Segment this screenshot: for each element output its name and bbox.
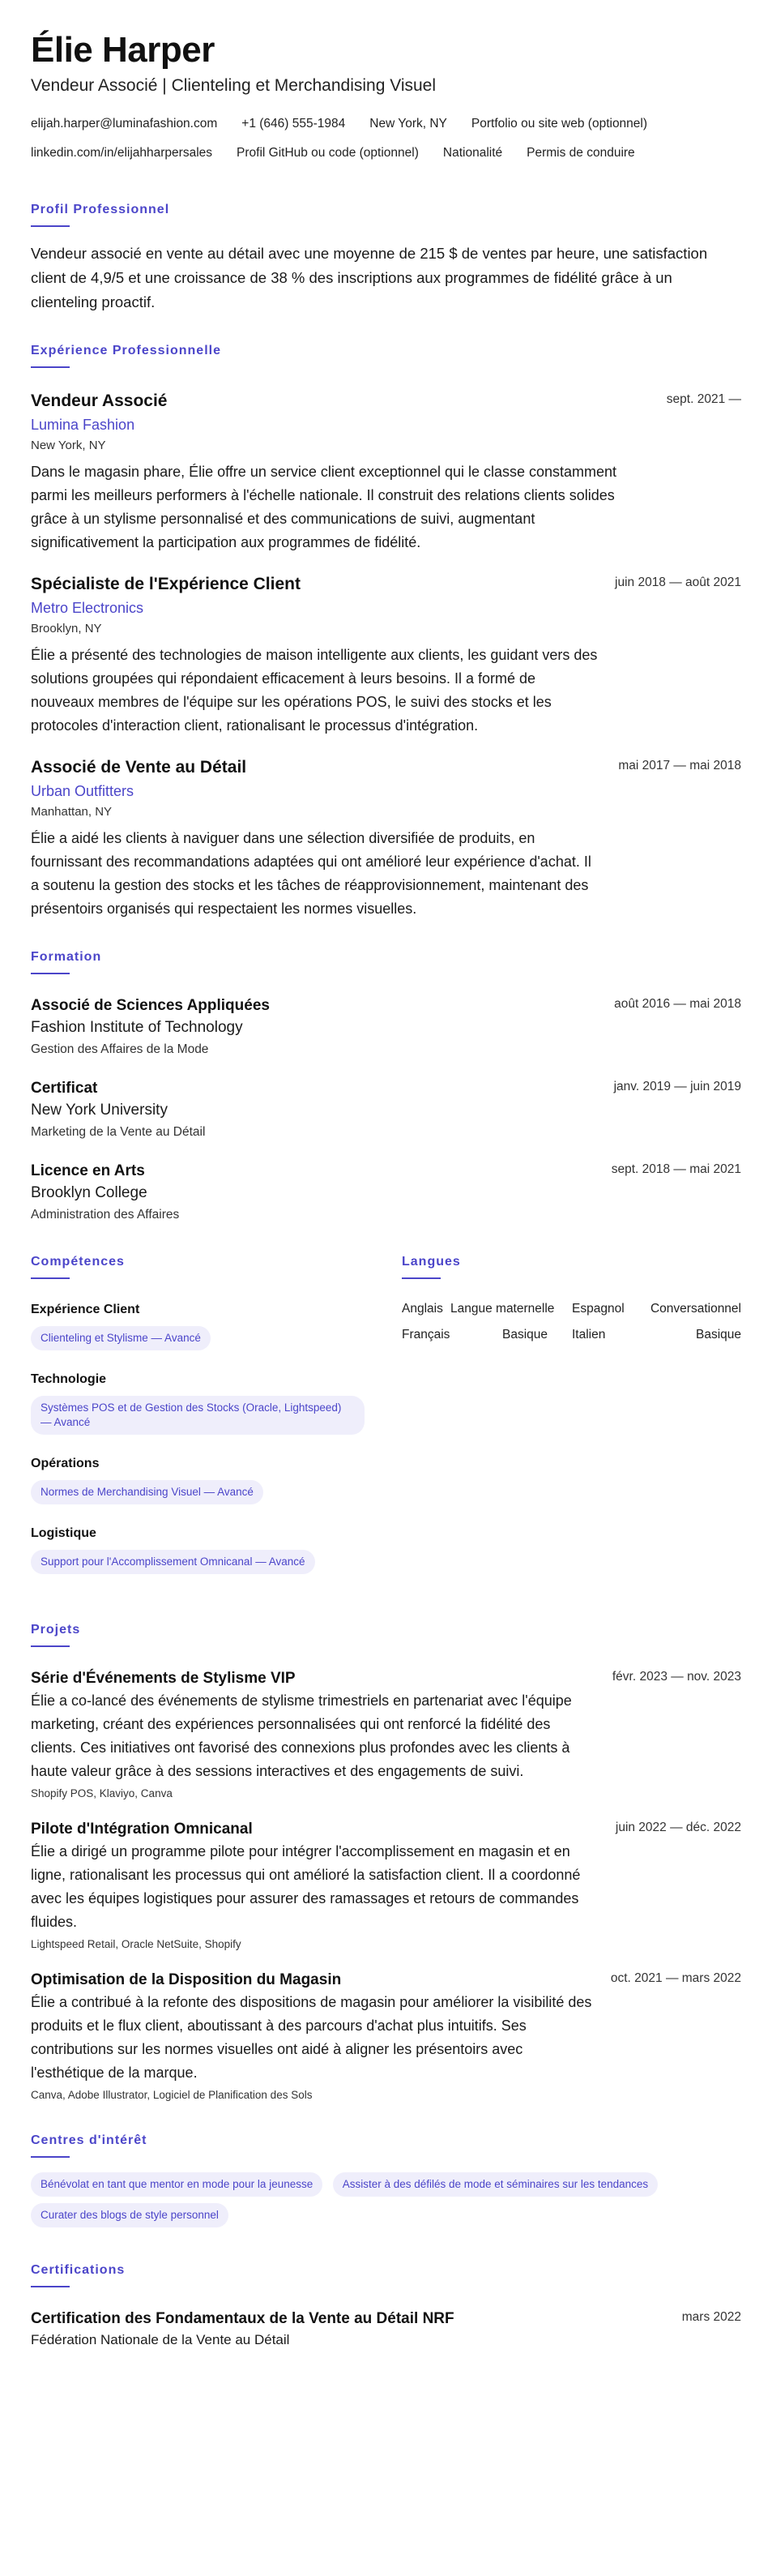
employer: Urban Outfitters bbox=[31, 783, 134, 799]
language-level: Basique bbox=[695, 1328, 741, 1341]
experience-entry bbox=[31, 755, 741, 921]
language-name: Italien bbox=[572, 1328, 606, 1341]
project-tools: Canva, Adobe Illustrator, Logiciel de Planification des Sols bbox=[31, 2089, 313, 2101]
job-location: New York, NY bbox=[31, 439, 106, 452]
skill-tag: Clienteling et Stylisme — Avancé bbox=[31, 1326, 211, 1350]
section-title: Formation bbox=[31, 950, 102, 964]
contact-github[interactable]: Profil GitHub ou code (optionnel) bbox=[237, 146, 419, 160]
job-date: mai 2017 — mai 2018 bbox=[618, 759, 741, 772]
skill-group bbox=[31, 1370, 371, 1441]
experience-entry bbox=[31, 572, 741, 738]
job-title: Spécialiste de l'Expérience Client bbox=[31, 575, 301, 593]
section-title: Langues bbox=[402, 1255, 461, 1269]
contact-portfolio[interactable]: Portfolio ou site web (optionnel) bbox=[471, 117, 648, 131]
education-section bbox=[31, 948, 741, 1226]
employer: Lumina Fashion bbox=[31, 417, 135, 433]
contact-location: New York, NY bbox=[369, 117, 447, 131]
employer: Metro Electronics bbox=[31, 600, 144, 616]
job-location: Manhattan, NY bbox=[31, 805, 113, 819]
experience-entry bbox=[31, 389, 741, 554]
skill-group bbox=[31, 1300, 371, 1357]
language-name: Espagnol bbox=[572, 1302, 625, 1316]
school-name: Fashion Institute of Technology bbox=[31, 1019, 243, 1036]
section-title: Projets bbox=[31, 1623, 81, 1637]
candidate-name: Élie Harper bbox=[31, 30, 215, 70]
education-date: sept. 2018 — mai 2021 bbox=[611, 1162, 741, 1176]
skill-tag: Systèmes POS et de Gestion des Stocks (Oracle, Lightspeed) — Avancé bbox=[31, 1396, 365, 1435]
language-level: Conversationnel bbox=[650, 1302, 741, 1316]
education-date: août 2016 — mai 2018 bbox=[614, 997, 741, 1011]
section-divider bbox=[31, 1277, 70, 1279]
education-entry bbox=[31, 995, 741, 1060]
education-entry bbox=[31, 1078, 741, 1143]
language-level: Langue maternelle bbox=[450, 1302, 555, 1316]
section-title: Certifications bbox=[31, 2263, 126, 2277]
certification-title: Certification des Fondamentaux de la Vente au Détail NRF bbox=[31, 2310, 454, 2327]
interest-tag: Assister à des défilés de mode et séminaires sur les tendances bbox=[333, 2172, 658, 2197]
experience-section bbox=[31, 342, 741, 921]
contact-phone[interactable]: +1 (646) 555-1984 bbox=[241, 117, 346, 131]
job-title: Associé de Vente au Détail bbox=[31, 758, 247, 777]
skills-section bbox=[31, 1253, 371, 1594]
projects-section bbox=[31, 1621, 741, 2104]
degree-title: Certificat bbox=[31, 1080, 98, 1097]
job-location: Brooklyn, NY bbox=[31, 622, 102, 635]
skill-category: Technologie bbox=[31, 1372, 107, 1386]
candidate-subtitle: Vendeur Associé | Clienteling et Merchandising Visuel bbox=[31, 76, 437, 95]
skill-group bbox=[31, 1454, 371, 1511]
project-title: Pilote d'Intégration Omnicanal bbox=[31, 1821, 253, 1838]
contact-email[interactable]: elijah.harper@luminafashion.com bbox=[31, 117, 218, 131]
field-of-study: Gestion des Affaires de la Mode bbox=[31, 1042, 209, 1056]
project-date: oct. 2021 — mars 2022 bbox=[610, 1971, 741, 1985]
certification-issuer: Fédération Nationale de la Vente au Détail bbox=[31, 2332, 290, 2347]
project-entry bbox=[31, 1668, 741, 1803]
project-entry bbox=[31, 1819, 741, 1953]
job-description: Dans le magasin phare, Élie offre un service client exceptionnel qui le classe constamment parmi les meilleurs performers à l'échelle nationale. Il construit des relations clients solides grâce à un stylisme personnalisé et des communications de suivi, augmentant significativement la participation aux programmes de fidélité. bbox=[31, 464, 617, 550]
field-of-study: Administration des Affaires bbox=[31, 1208, 180, 1222]
contact-nationality: Nationalité bbox=[442, 146, 503, 160]
skill-tag: Normes de Merchandising Visuel — Avancé bbox=[31, 1480, 263, 1504]
project-entry bbox=[31, 1970, 741, 2104]
languages-grid bbox=[402, 1300, 741, 1344]
job-date: juin 2018 — août 2021 bbox=[615, 576, 741, 589]
contact-linkedin[interactable]: linkedin.com/in/elijahharpersales bbox=[31, 146, 213, 160]
language-name: Anglais bbox=[402, 1302, 443, 1316]
section-divider bbox=[31, 366, 70, 368]
language-level: Basique bbox=[501, 1328, 548, 1341]
school-name: Brooklyn College bbox=[31, 1184, 147, 1201]
skill-category: Logistique bbox=[31, 1526, 96, 1540]
education-date: janv. 2019 — juin 2019 bbox=[613, 1080, 741, 1093]
project-date: févr. 2023 — nov. 2023 bbox=[612, 1670, 741, 1684]
interest-tag: Bénévolat en tant que mentor en mode pour la jeunesse bbox=[31, 2172, 322, 2197]
project-title: Optimisation de la Disposition du Magasin bbox=[31, 1971, 342, 1988]
section-divider bbox=[31, 973, 70, 974]
certification-date: mars 2022 bbox=[681, 2310, 741, 2324]
job-description: Élie a présenté des technologies de maison intelligente aux clients, les guidant vers des solutions groupées qui répondaient efficacement à leurs besoins. Il a formé de nouveaux membres de l'équipe sur les opérations POS, le suivi des stocks et les protocoles d'interaction client, rationalisant le processus d'intégration. bbox=[31, 647, 598, 734]
education-entry bbox=[31, 1161, 741, 1226]
section-title: Compétences bbox=[31, 1255, 125, 1269]
interests-list bbox=[31, 2172, 741, 2234]
project-description: Élie a dirigé un programme pilote pour intégrer l'accomplissement en magasin et en ligne, rationalisant les processus qui ont amélioré la satisfaction client. Il a coordonné avec les équipes logistiques pour assurer des ramassages et retours de commandes fluides. bbox=[31, 1843, 581, 1930]
section-divider bbox=[31, 1645, 70, 1647]
degree-title: Associé de Sciences Appliquées bbox=[31, 997, 270, 1014]
skill-category: Expérience Client bbox=[31, 1303, 140, 1316]
interests-section bbox=[31, 2132, 741, 2234]
section-title: Centres d'intérêt bbox=[31, 2133, 147, 2147]
interest-tag: Curater des blogs de style personnel bbox=[31, 2203, 228, 2227]
section-divider bbox=[31, 2286, 70, 2287]
profile-section bbox=[31, 201, 741, 315]
language-name: Français bbox=[402, 1328, 450, 1341]
section-divider bbox=[402, 1277, 441, 1279]
job-title: Vendeur Associé bbox=[31, 392, 168, 410]
skill-group bbox=[31, 1524, 371, 1581]
section-title: Profil Professionnel bbox=[31, 203, 170, 216]
certifications-section bbox=[31, 2261, 741, 2351]
project-description: Élie a co-lancé des événements de stylisme trimestriels en partenariat avec l'équipe marketing, créant des expériences personnalisées qui ont renforcé la fidélité des clients. Ces initiatives ont favorisé des connexions plus profondes avec les clients à haute valeur grâce à des sessions interactives et des engagements de suivi. bbox=[31, 1692, 572, 1779]
certification-entry bbox=[31, 2309, 741, 2351]
skill-tag: Support pour l'Accomplissement Omnicanal — Avancé bbox=[31, 1550, 315, 1574]
project-tools: Lightspeed Retail, Oracle NetSuite, Shopify bbox=[31, 1938, 241, 1950]
field-of-study: Marketing de la Vente au Détail bbox=[31, 1125, 206, 1139]
project-date: juin 2022 — déc. 2022 bbox=[615, 1821, 741, 1834]
degree-title: Licence en Arts bbox=[31, 1162, 145, 1179]
job-description: Élie a aidé les clients à naviguer dans une sélection diversifiée de produits, en fournissant des recommandations adaptées qui ont amélioré leur expérience d'achat. Il a soutenu la gestion des stocks et les tâches de réapprovisionnement, maintenant des présentoirs organisés qui respectaient les normes visuelles. bbox=[31, 830, 591, 917]
contact-license: Permis de conduire bbox=[527, 146, 635, 160]
skills-languages-row bbox=[31, 1253, 741, 1594]
section-divider bbox=[31, 225, 70, 227]
skill-category: Opérations bbox=[31, 1457, 100, 1470]
languages-section bbox=[402, 1253, 741, 1594]
project-title: Série d'Événements de Stylisme VIP bbox=[31, 1670, 296, 1687]
section-divider bbox=[31, 2156, 70, 2158]
school-name: New York University bbox=[31, 1102, 168, 1119]
job-date: sept. 2021 — bbox=[666, 392, 741, 406]
contact-bar bbox=[31, 115, 741, 173]
project-description: Élie a contribué à la refonte des dispositions de magasin pour améliorer la visibilité des produits et le flux client, aboutissant à des parcours d'achat plus intuitifs. Ses contributions sur les normes visuelles ont aidé à aligner les présentoirs avec l'esthétique de la marque. bbox=[31, 1994, 592, 2081]
section-title: Expérience Professionnelle bbox=[31, 344, 221, 357]
project-tools: Shopify POS, Klaviyo, Canva bbox=[31, 1787, 173, 1799]
profile-summary: Vendeur associé en vente au détail avec une moyenne de 215 $ de ventes par heure, une satisfaction client de 4,9/5 et une croissance de 38 % des inscriptions aux programmes de fidélité grâce à un clienteling proactif. bbox=[31, 245, 708, 310]
